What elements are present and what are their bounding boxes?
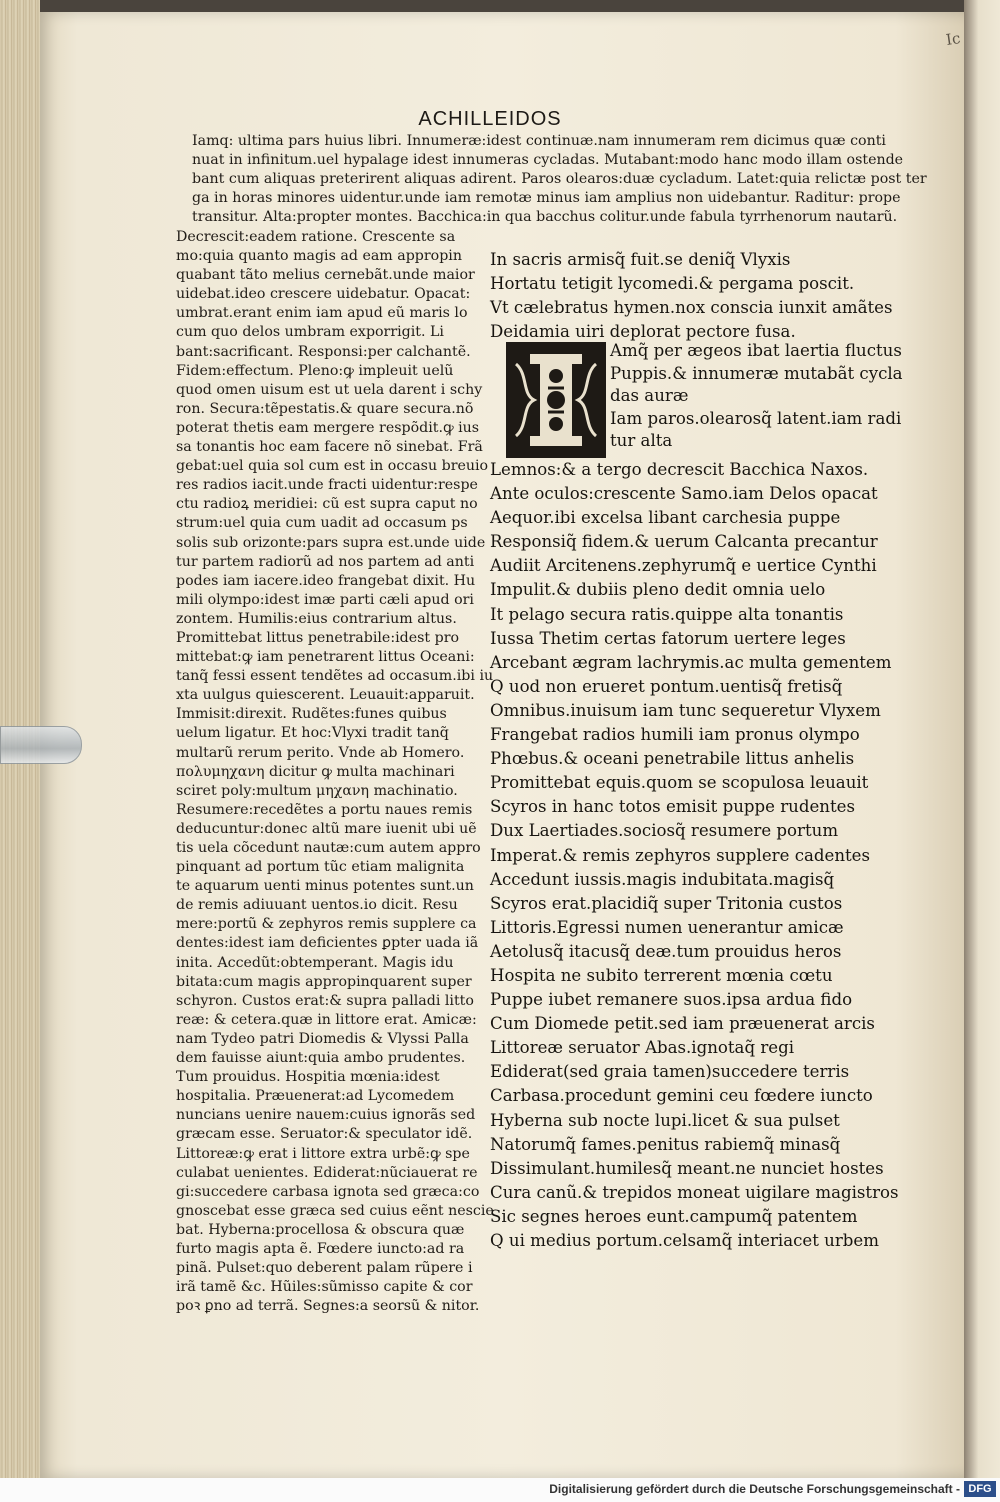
decorated-initial-I-icon	[506, 342, 606, 458]
commentary-line: culabat uenientes. Ediderat:nũciauerat re	[176, 1164, 478, 1181]
commentary-line: bitata:cum magis appropinquarent super	[176, 973, 472, 990]
commentary-line: tis uela cõcedunt nautæ:cum autem appro	[176, 840, 481, 856]
commentary-line: gi:succedere carbasa ignota sed græca:co	[176, 1183, 480, 1200]
verse-line: Puppis.& innumeræ mutabãt cycla	[610, 363, 903, 383]
verse-line: Aetolusq̃ itacusq̃ deæ.tum prouidus heros	[490, 941, 842, 961]
commentary-line: quabant tãto melius cernebãt.unde maior	[176, 267, 475, 284]
commentary-line: tur partem radiorũ ad nos partem ad anti	[176, 553, 475, 570]
commentary-line: ga in horas minores uidentur.unde iam remotæ minus iam amplius non uidebantur. Raditur: prope	[192, 190, 901, 206]
commentary-line: mo:quia quanto magis ad eam appropin	[176, 248, 462, 265]
verse-line: Omnibus.inuisum iam tunc sequeretur Vlyxem	[490, 700, 881, 720]
verse-line: Deidamia uiri deplorat pectore fusa.	[490, 322, 796, 342]
commentary-line: bant:sacrificant. Responsi:per calchantẽ.	[176, 343, 471, 360]
verse-line: Hyberna sub nocte lupi.licet & sua pulset	[490, 1110, 840, 1130]
verse-line: Iussa Thetim certas fatorum uertere leges	[490, 628, 846, 648]
commentary-line: transitur. Alta:propter montes. Bacchica:in qua bacchus colitur.unde fabula tyrrhenorum nautarũ.	[192, 209, 898, 225]
verse-line: Cum Diomede petit.sed iam præuenerat arcis	[490, 1014, 875, 1034]
commentary-line: zontem. Humilis:eius contrarium altus.	[176, 610, 457, 627]
verse-line: Impulit.& dubiis pleno dedit omnia uelo	[490, 580, 826, 600]
commentary-line: Decrescit:eadem ratione. Crescente sa	[176, 229, 456, 245]
commentary-line: schyron. Custos erat:& supra palladi litto	[176, 992, 474, 1009]
verse-line: Sic segnes heroes eunt.campumq̃ patentem	[490, 1206, 858, 1226]
verse-line: Phœbus.& oceani penetrabile littus anhelis	[490, 749, 855, 769]
verse-line: Iam paros.olearosq̃ latent.iam radi	[610, 408, 902, 428]
verse-line: tur alta	[610, 431, 673, 450]
commentary-line: bant cum aliquas preterirent aliquas adirent. Paros olearos:duæ cycladum. Latet:quia relictæ post ter	[192, 171, 927, 187]
commentary-line: sa tonantis hoc eam facere nõ sinebat. Frã	[176, 439, 483, 456]
verse-line: It pelago secura ratis.quippe alta tonantis	[490, 604, 844, 624]
commentary-line: Promittebat littus penetrabile:idest pro	[176, 629, 460, 646]
commentary-line: ctu radioꝝ meridiei: cũ est supra caput no	[176, 496, 478, 513]
verse-line: das auræ	[610, 386, 689, 405]
running-head: ACHILLEIDOS	[418, 108, 562, 130]
folio-number: Ic	[944, 29, 962, 49]
verse-line: Cura canũ.& trepidos moneat uigilare magistros	[490, 1182, 899, 1202]
commentary-line: inita. Accedũt:obtemperant. Magis idu	[176, 954, 454, 971]
footer-credit: Digitalisierung gefördert durch die Deutsche Forschungsgemeinschaft -	[549, 1482, 960, 1496]
commentary-line: poꝛ ꝑno ad terrã. Segnes:a seorsũ & nitor.	[176, 1298, 480, 1315]
commentary-top	[192, 132, 927, 227]
commentary-line: πολυμηχανη dicitur ꝙ multa machinari	[176, 763, 455, 780]
commentary-line: dentes:idest iam deficientes ꝑpter uada iã	[176, 935, 479, 952]
commentary-line: Immisit:direxit. Rudẽtes:funes quibus	[176, 706, 447, 723]
commentary-line: quod omen uisum est ut uela darent i schy	[176, 381, 483, 398]
verse-line: Scyros erat.placidiq̃ super Tritonia custos	[490, 893, 843, 913]
verse-line: Puppe iubet remanere suos.ipsa ardua fido	[490, 990, 853, 1010]
commentary-line: reæ: & cetera.quæ in littore erat. Amicæ:	[176, 1011, 477, 1028]
commentary-line: de remis adiuuant uentos.io dicit. Resu	[176, 897, 458, 914]
verse-line: Carbasa.procedunt gemini ceu fœdere iuncto	[490, 1086, 873, 1106]
verse-lower	[490, 458, 930, 1253]
verse-line: Arcebant ægram lachrymis.ac multa gementem	[490, 652, 892, 672]
commentary-line: nam Tydeo patri Diomedis & Vlyssi Palla	[176, 1030, 469, 1047]
commentary-line: te aquarum uenti minus potentes sunt.un	[176, 878, 474, 895]
commentary-line: Tum prouidus. Hospitia mœnia:idest	[176, 1069, 440, 1086]
verse-line: Responsiq̃ fidem.& uerum Calcanta precantur	[490, 532, 878, 552]
commentary-line: gebat:uel quia sol cum est in occasu breuio	[176, 458, 489, 475]
commentary-line: pinã. Pulset:quo deberent palam rũpere i	[176, 1260, 473, 1277]
commentary-line: Littoreæ:ꝙ erat i littore extra urbẽ:ꝙ spe	[176, 1145, 470, 1162]
commentary-line: mittebat:ꝙ iam penetrarent littus Oceani:	[176, 649, 475, 666]
commentary-line: Resumere:recedẽtes a portu naues remis	[176, 801, 473, 818]
commentary-line: bat. Hyberna:procellosa & obscura quæ	[176, 1221, 465, 1238]
commentary-line: sciret poly:multum μηχανη machinatio.	[176, 782, 458, 799]
dfg-logo-icon: DFG	[964, 1481, 996, 1497]
verse-line: Imperat.& remis zephyros supplere cadentes	[490, 845, 871, 865]
commentary-line: ron. Secura:tẽpestatis.& quare secura.nõ	[176, 400, 474, 417]
commentary-line: res radios iacit.unde fracti uidentur:respe	[176, 477, 478, 494]
verse-line: Hortatu tetigit lycomedi.& pergama poscit.	[490, 274, 855, 294]
verse-line: Littoris.Egressi numen uenerantur amicæ	[490, 917, 844, 937]
verse-line: Dissimulant.humilesq̃ meant.ne nunciet hostes	[490, 1158, 884, 1178]
commentary-line: nuncians uenire nauem:cuius ignorãs sed	[176, 1107, 476, 1124]
commentary-line: multarũ rerum perito. Vnde ab Homero.	[176, 744, 465, 761]
commentary-line: podes iam iacere.ideo frangebat dixit. Hu	[176, 572, 476, 589]
verse-line: In sacris armisq̃ fuit.se deniq̃ Vlyxis	[490, 250, 791, 269]
verse-line: Ante oculos:crescente Samo.iam Delos opacat	[490, 484, 878, 504]
commentary-line: xta uulgus quiescerent. Leuauit:apparuit.	[176, 687, 475, 704]
verse-line: Amq̃ per ægeos ibat laertia fluctus	[610, 341, 902, 360]
commentary-line: cum quo delos umbram exporrigit. Li	[176, 324, 444, 341]
verse-line: Q ui medius portum.celsamq̃ interiacet urbem	[490, 1231, 879, 1250]
facing-page-edge	[964, 0, 1000, 1478]
commentary-line: irã tamẽ &c. Hũiles:sũmisso capite & cor	[176, 1279, 473, 1296]
commentary-line: strum:uel quia cum uadit ad occasum ps	[176, 515, 468, 532]
verse-line: Vt cælebratus hymen.nox conscia iunxit amãtes	[490, 298, 893, 318]
commentary-line: mili olympo:idest imæ parti cæli apud ori	[176, 591, 474, 608]
page-clip-icon	[0, 726, 82, 764]
commentary-line: nuat in infinitum.uel hypalage idest innumeras cycladas. Mutabant:modo hanc modo illam ostende	[192, 152, 904, 168]
verse-line: Lemnos:& a tergo decrescit Bacchica Naxos.	[490, 460, 869, 479]
commentary-line: pinquant ad portum tũc etiam malignita	[176, 859, 465, 876]
verse-line: Audiit Arcitenens.zephyrumq̃ e uertice Cynthi	[490, 556, 877, 576]
commentary-left	[176, 228, 494, 1316]
commentary-line: poterat thetis eam mergere respõdit.ꝙ ius	[176, 419, 480, 436]
verse-line: Accedunt iussis.magis indubitata.magisq̃	[490, 869, 835, 889]
verse-line: Littoreæ seruator Abas.ignotaq̃ regi	[490, 1038, 795, 1058]
verse-initial-block	[610, 340, 920, 453]
verse-line: Ediderat(sed graia tamen)succedere terris	[490, 1062, 850, 1082]
commentary-line: furto magis apta ẽ. Fœdere iuncto:ad ra	[176, 1240, 465, 1257]
commentary-line: solis sub orizonte:pars supra est.unde uide	[176, 534, 486, 551]
verse-line: Q uod non erueret pontum.uentisq̃ fretisq̃	[490, 676, 843, 696]
commentary-line: deducuntur:donec altũ mare iuenit ubi uẽ	[176, 820, 477, 837]
commentary-line: umbrat.erant enim iam apud eũ maris lo	[176, 305, 468, 322]
commentary-line: gnoscebat esse græca sed cuius eẽnt nescie	[176, 1202, 494, 1219]
commentary-line: mere:portũ & zephyros remis supplere ca	[176, 916, 477, 933]
commentary-line: uidebat.ideo crescere uidebatur. Opacat:	[176, 286, 471, 303]
commentary-line: græcam esse. Seruator:& speculator idẽ.	[176, 1126, 473, 1143]
commentary-line: tanq̃ fessi essent tendẽtes ad occasum.ibi iu	[176, 668, 494, 685]
footer	[0, 1478, 1000, 1502]
verse-line: Scyros in hanc totos emisit puppe rudentes	[490, 797, 855, 817]
commentary-line: hospitalia. Præuenerat:ad Lycomedem	[176, 1088, 455, 1105]
commentary-line: Iamq: ultima pars huius libri. Innumeræ:idest continuæ.nam innumeram rem dicimus quæ conti	[192, 133, 886, 149]
verse-line: Frangebat radios humili iam pronus olympo	[490, 725, 860, 745]
verse-top	[490, 248, 920, 344]
verse-line: Aequor.ibi excelsa libant carchesia puppe	[490, 508, 841, 528]
verse-line: Dux Laertiades.sociosq̃ resumere portum	[490, 821, 839, 841]
commentary-line: dem fauisse aiunt:quia ambo prudentes.	[176, 1050, 466, 1067]
commentary-line: uelum ligatur. Et hoc:Vlyxi tradit tanq̃	[176, 725, 449, 742]
verse-line: Hospita ne subito terrerent mœnia cœtu	[490, 965, 833, 985]
verse-line: Natorumq̃ fames.penitus rabiemq̃ minasq̃	[490, 1134, 841, 1154]
verse-line: Promittebat equis.quom se scopulosa leuauit	[490, 773, 869, 793]
commentary-line: Fidem:effectum. Pleno:ꝙ impleuit uelũ	[176, 362, 454, 379]
